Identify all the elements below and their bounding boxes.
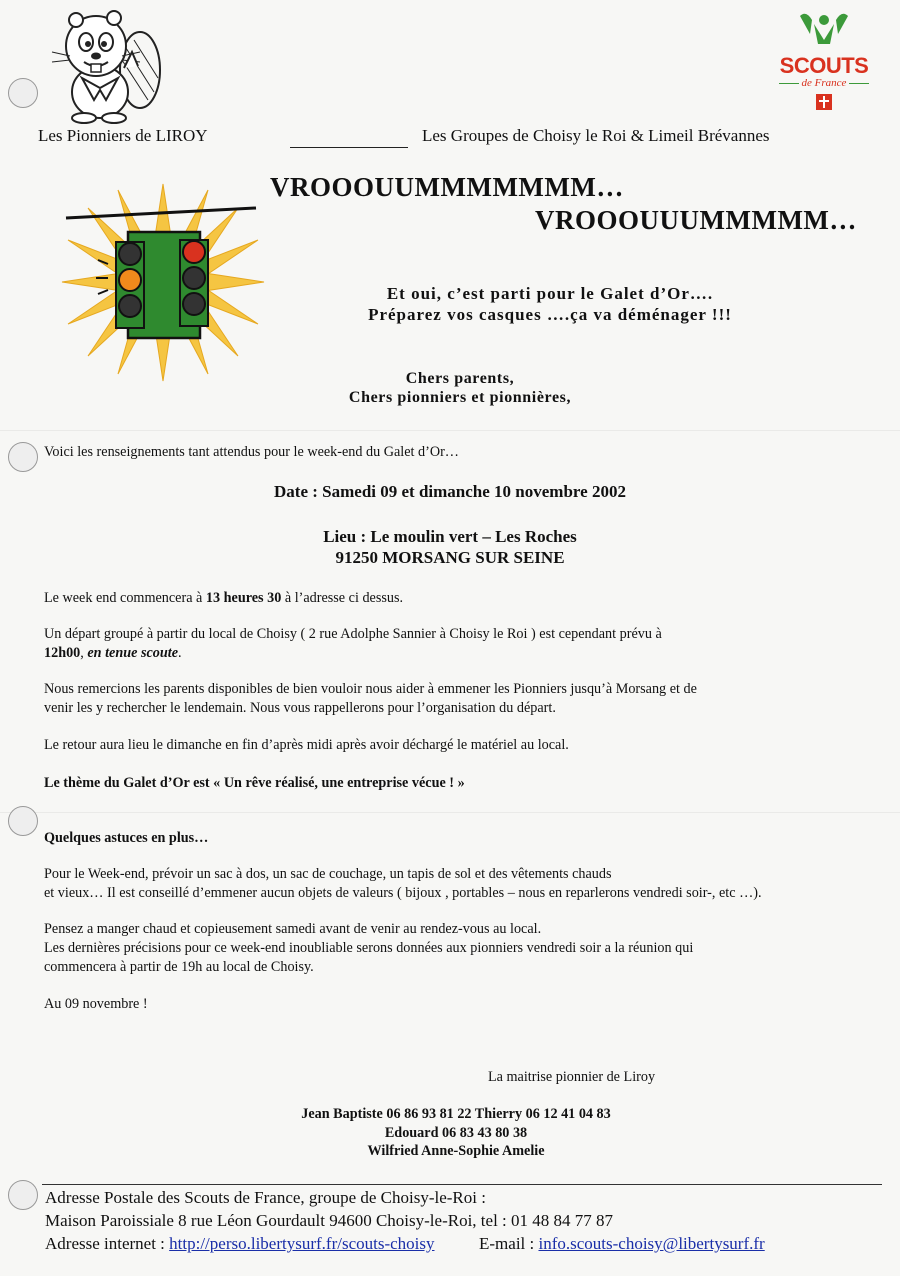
group-name-label: Les Pionniers de LIROY [38, 126, 208, 145]
fleur-de-lis-icon [770, 90, 878, 114]
tagline-line-1: Et oui, c’est parti pour le Galet d’Or…. [386, 284, 714, 303]
contacts-line-3: Wilfried Anne-Sophie Amelie [367, 1143, 545, 1159]
footer-address: Maison Paroissiale 8 rue Léon Gourdault 94600 Choisy-le-Roi, tel : 01 48 84 77 87 [45, 1211, 614, 1230]
header-divider [290, 147, 408, 148]
punch-hole [8, 806, 38, 836]
theme-paragraph: Le thème du Galet d’Or est « Un rêve réalisé, une entreprise vécue ! » [44, 775, 465, 791]
scouts-emblem-icon [770, 10, 878, 50]
punch-hole [8, 1180, 38, 1210]
greeting-line-1: Chers parents, [405, 370, 515, 387]
start-time: 13 heures 30 [205, 590, 282, 606]
website-link[interactable]: http://perso.libertysurf.fr/scouts-choisy [169, 1234, 435, 1253]
tagline-line-2: Préparez vos casques ….ça va déménager !!! [368, 305, 732, 324]
thanks-paragraph: Nous remercions les parents disponibles de bien vouloir nous aider à emmener les Pionniers jusqu’à Morsang et de venir les y rechercher le lendemain. Nous vous rappellerons pour l’organisation du départ. [44, 681, 697, 716]
email-link[interactable]: info.scouts-choisy@libertysurf.fr [538, 1234, 765, 1253]
footer-address-heading: Adresse Postale des Scouts de France, groupe de Choisy-le-Roi : [45, 1188, 486, 1207]
event-location: Lieu : Le moulin vert – Les Roches [323, 527, 577, 546]
footer-divider [42, 1184, 882, 1185]
scouts-de-france-logo [770, 10, 878, 122]
tips-heading: Quelques astuces en plus… [44, 830, 209, 846]
groups-label: Les Groupes de Choisy le Roi & Limeil Brévannes [422, 126, 770, 145]
paper-fold [0, 430, 900, 431]
dress-code: en tenue scoute [87, 645, 178, 661]
contacts-line-2: Edouard 06 83 43 80 38 [384, 1125, 528, 1141]
scouts-logo-text: SCOUTS [779, 53, 869, 78]
eat-paragraph: Pensez a manger chaud et copieusement samedi avant de venir au rendez-vous au local. Les dernières précisions pour ce week-end inoubliable serons données aux pionniers vendredi soir a la réunion qui commencera à partir de 19h au local de Choisy. [44, 921, 694, 975]
punch-hole [8, 78, 38, 108]
departure-paragraph: Un départ groupé à partir du local de Choisy ( 2 rue Adolphe Sannier à Choisy le Roi ) est cependant prévu à 12h00, en tenue scoute. [44, 626, 662, 661]
scouts-logo-subtext: de France [770, 77, 878, 90]
signature-label: La maitrise pionnier de Liroy [488, 1069, 656, 1085]
title-line-2: VROOOUUUMMMMM… [535, 205, 857, 235]
traffic-light-icon [58, 180, 268, 385]
return-paragraph: Le retour aura lieu le dimanche en fin d’après midi après avoir déchargé le matériel au local. [44, 737, 569, 753]
closing-text: Au 09 novembre ! [44, 996, 148, 1012]
departure-time: 12h00 [44, 645, 81, 661]
tips-paragraph: Pour le Week-end, prévoir un sac à dos, un sac de couchage, un tapis de sol et des vêtements chauds et vieux… Il est conseillé d’emmener aucun objets de valeurs ( bijoux , portables – nous en reparlerons vendredi soir-, etc …). [44, 866, 762, 901]
start-paragraph: Le week end commencera à 13 heures 30 à l’adresse ci dessus. [44, 590, 404, 606]
beaver-mascot-icon [48, 8, 168, 124]
title-line-1: VROOOUUMMMMMMM… [270, 172, 624, 202]
paper-fold [0, 812, 900, 813]
event-location-city: 91250 MORSANG SUR SEINE [335, 548, 565, 567]
footer-contact: Adresse internet : http://perso.libertysurf.fr/scouts-choisy E-mail : info.scouts-choisy@libertysurf.fr [45, 1234, 765, 1253]
punch-hole [8, 442, 38, 472]
contacts-line-1: Jean Baptiste 06 86 93 81 22 Thierry 06 12 41 04 83 [301, 1106, 611, 1122]
intro-text: Voici les renseignements tant attendus pour le week-end du Galet d’Or… [44, 444, 459, 460]
event-date: Date : Samedi 09 et dimanche 10 novembre 2002 [274, 482, 626, 501]
greeting-line-2: Chers pionniers et pionnières, [348, 389, 572, 406]
